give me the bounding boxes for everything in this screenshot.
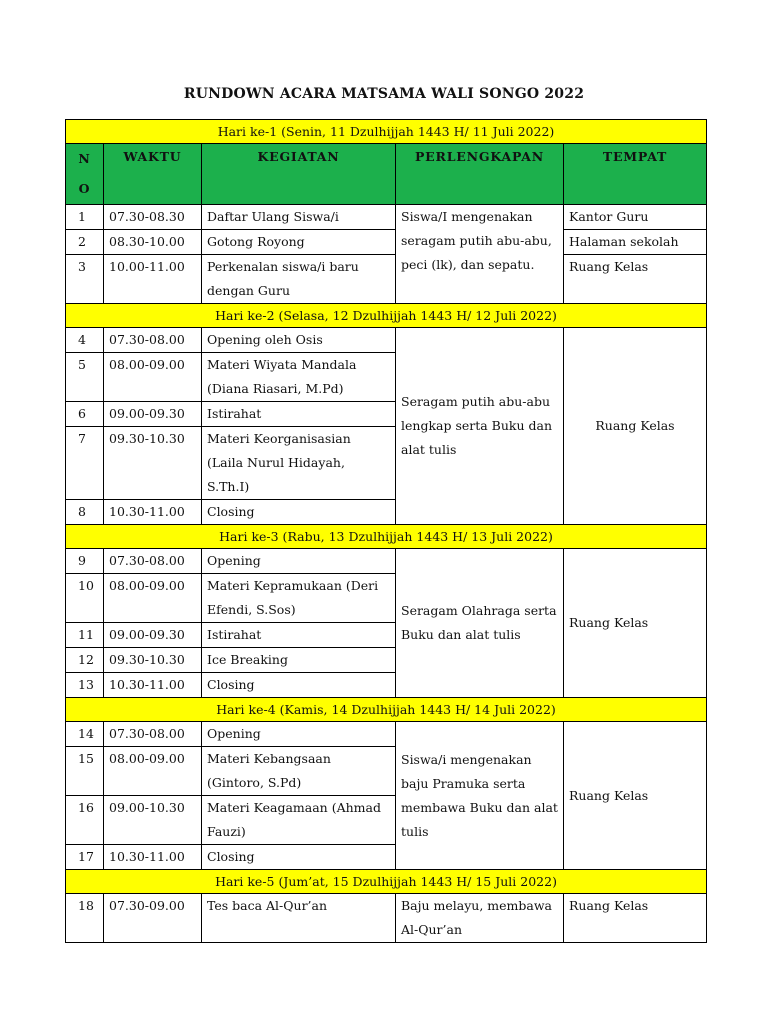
row-waktu: 09.00-10.30 — [104, 796, 202, 845]
day-label: Hari ke-1 (Senin, 11 Dzulhijjah 1443 H/ 11 Juli 2022) — [66, 120, 707, 144]
row-waktu: 10.30-11.00 — [104, 845, 202, 870]
row-no: 5 — [66, 353, 104, 402]
row-waktu: 09.30-10.30 — [104, 427, 202, 500]
header-kegiatan: KEGIATAN — [202, 144, 396, 205]
row-kegiatan: Opening oleh Osis — [202, 328, 396, 353]
header-row — [66, 144, 707, 205]
row-no: 2 — [66, 230, 104, 255]
row-waktu: 08.30-10.00 — [104, 230, 202, 255]
day-label: Hari ke-5 (Jum’at, 15 Dzulhijjah 1443 H/ 15 Juli 2022) — [66, 870, 707, 894]
day-label: Hari ke-2 (Selasa, 12 Dzulhijjah 1443 H/ 12 Juli 2022) — [66, 304, 707, 328]
row-no: 7 — [66, 427, 104, 500]
row-kegiatan: Gotong Royong — [202, 230, 396, 255]
day-row — [66, 698, 707, 722]
row-perlengkapan: Siswa/i mengenakan baju Pramuka serta membawa Buku dan alat tulis — [396, 722, 564, 870]
row-kegiatan: Closing — [202, 500, 396, 525]
row-perlengkapan: Seragam Olahraga serta Buku dan alat tulis — [396, 549, 564, 698]
row-perlengkapan: Siswa/I mengenakan seragam putih abu-abu, peci (lk), dan sepatu. — [396, 205, 564, 304]
document-title: RUNDOWN ACARA MATSAMA WALI SONGO 2022 — [183, 86, 585, 102]
row-perlengkapan: Baju melayu, membawa Al-Qur’an — [396, 894, 564, 943]
day-label: Hari ke-3 (Rabu, 13 Dzulhijjah 1443 H/ 13 Juli 2022) — [66, 525, 707, 549]
table-row — [66, 328, 707, 353]
table-row — [66, 230, 707, 255]
row-kegiatan: Materi Keorganisasian (Laila Nurul Hidayah, S.Th.I) — [202, 427, 396, 500]
day-label: Hari ke-4 (Kamis, 14 Dzulhijjah 1443 H/ 14 Juli 2022) — [66, 698, 707, 722]
row-no: 6 — [66, 402, 104, 427]
row-no: 16 — [66, 796, 104, 845]
day-row — [66, 525, 707, 549]
row-tempat: Ruang Kelas — [564, 255, 707, 304]
row-waktu: 10.30-11.00 — [104, 673, 202, 698]
row-kegiatan: Ice Breaking — [202, 648, 396, 673]
row-no: 13 — [66, 673, 104, 698]
day-row — [66, 870, 707, 894]
row-waktu: 08.00-09.00 — [104, 747, 202, 796]
table-row — [66, 255, 707, 304]
row-no: 1 — [66, 205, 104, 230]
row-perlengkapan: Seragam putih abu-abu lengkap serta Buku dan alat tulis — [396, 328, 564, 525]
row-waktu: 09.00-09.30 — [104, 402, 202, 427]
row-waktu: 08.00-09.00 — [104, 353, 202, 402]
day-row — [66, 304, 707, 328]
row-kegiatan: Istirahat — [202, 623, 396, 648]
row-waktu: 09.00-09.30 — [104, 623, 202, 648]
row-waktu: 10.30-11.00 — [104, 500, 202, 525]
table-row — [66, 549, 707, 574]
header-tempat: TEMPAT — [564, 144, 707, 205]
row-no: 11 — [66, 623, 104, 648]
day-row — [66, 120, 707, 144]
row-waktu: 07.30-08.00 — [104, 328, 202, 353]
header-no: N O — [66, 144, 104, 205]
row-kegiatan: Daftar Ulang Siswa/i — [202, 205, 396, 230]
row-waktu: 07.30-09.00 — [104, 894, 202, 943]
row-kegiatan: Materi Keagamaan (Ahmad Fauzi) — [202, 796, 396, 845]
row-tempat: Halaman sekolah — [564, 230, 707, 255]
row-kegiatan: Tes baca Al-Qur’an — [202, 894, 396, 943]
row-kegiatan: Materi Wiyata Mandala (Diana Riasari, M.Pd) — [202, 353, 396, 402]
table-row — [66, 205, 707, 230]
row-kegiatan: Opening — [202, 549, 396, 574]
row-kegiatan: Closing — [202, 673, 396, 698]
row-no: 17 — [66, 845, 104, 870]
row-no: 8 — [66, 500, 104, 525]
header-perlengkapan: PERLENGKAPAN — [396, 144, 564, 205]
row-kegiatan: Materi Kepramukaan (Deri Efendi, S.Sos) — [202, 574, 396, 623]
row-tempat: Ruang Kelas — [564, 549, 707, 698]
row-waktu: 10.00-11.00 — [104, 255, 202, 304]
row-kegiatan: Perkenalan siswa/i baru dengan Guru — [202, 255, 396, 304]
row-waktu: 07.30-08.00 — [104, 549, 202, 574]
row-waktu: 08.00-09.00 — [104, 574, 202, 623]
row-no: 14 — [66, 722, 104, 747]
row-no: 3 — [66, 255, 104, 304]
row-tempat: Kantor Guru — [564, 205, 707, 230]
row-kegiatan: Materi Kebangsaan (Gintoro, S.Pd) — [202, 747, 396, 796]
row-kegiatan: Opening — [202, 722, 396, 747]
row-no: 10 — [66, 574, 104, 623]
row-no: 18 — [66, 894, 104, 943]
row-waktu: 09.30-10.30 — [104, 648, 202, 673]
row-tempat: Ruang Kelas — [564, 722, 707, 870]
row-no: 12 — [66, 648, 104, 673]
row-no: 9 — [66, 549, 104, 574]
row-waktu: 07.30-08.00 — [104, 722, 202, 747]
header-waktu: WAKTU — [104, 144, 202, 205]
row-kegiatan: Closing — [202, 845, 396, 870]
row-kegiatan: Istirahat — [202, 402, 396, 427]
rundown-table — [65, 119, 707, 943]
table-row — [66, 894, 707, 943]
row-waktu: 07.30-08.30 — [104, 205, 202, 230]
row-no: 4 — [66, 328, 104, 353]
row-tempat: Ruang Kelas — [564, 328, 707, 525]
row-tempat: Ruang Kelas — [564, 894, 707, 943]
row-no: 15 — [66, 747, 104, 796]
table-row — [66, 722, 707, 747]
